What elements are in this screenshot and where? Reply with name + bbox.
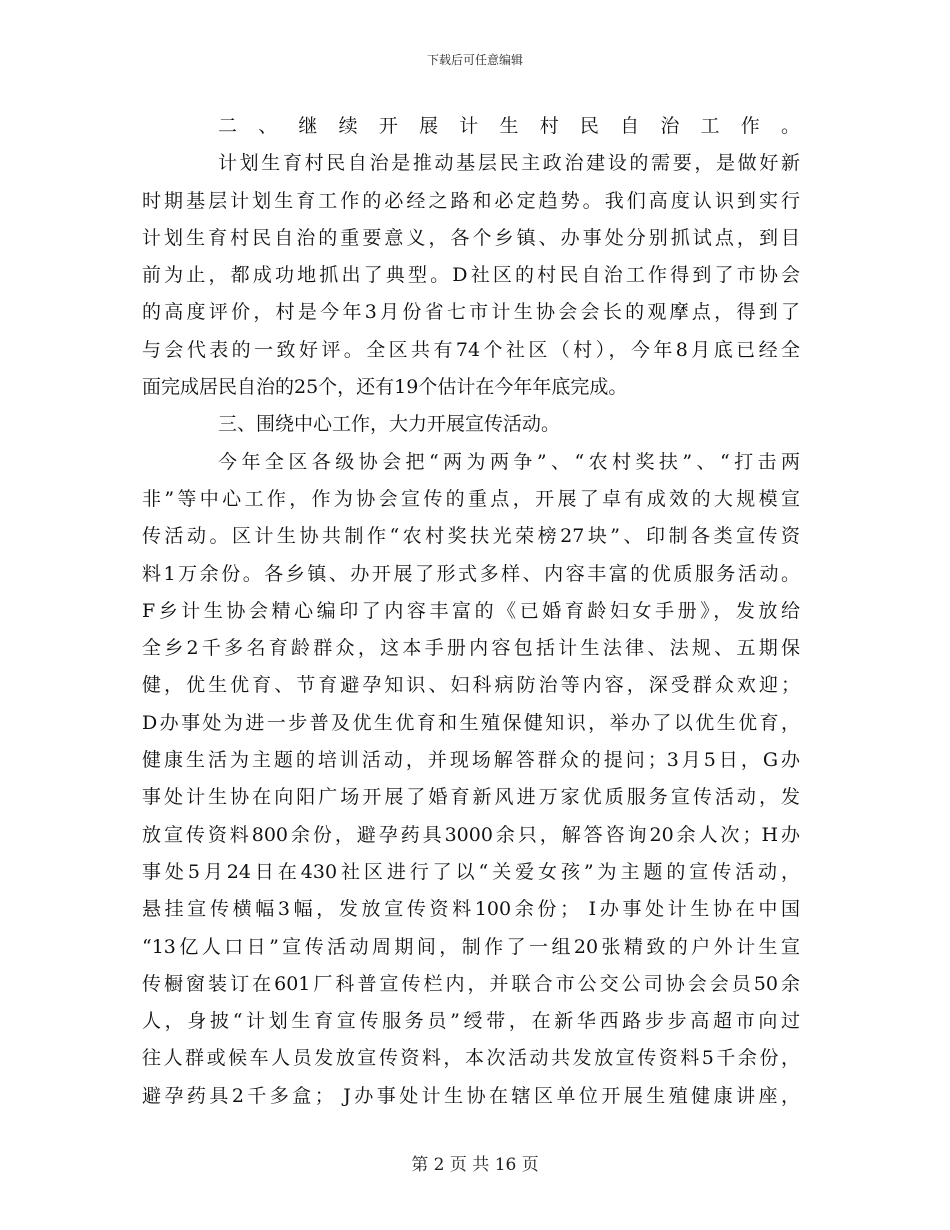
paragraph-line: 计划生育村民自治的重要意义，各个乡镇、办事处分别抓试点，到目 xyxy=(142,226,800,249)
page-header: 下载后可任意编辑 xyxy=(426,53,523,67)
paragraph-line: 非”等中心工作，作为协会宣传的重点，开展了卓有成效的大规模宣 xyxy=(142,487,800,510)
paragraph-line: 全乡2千多名育龄群众，这本手册内容包括计生法律、法规、五期保 xyxy=(142,637,800,660)
paragraph-line: 面完成居民自治的25个，还有19个估计在今年年底完成。 xyxy=(142,376,628,399)
paragraph-line: 今年全区各级协会把“两为两争”、“农村奖扶”、“打击两 xyxy=(218,450,800,473)
paragraph-line: 事处5月24日在430社区进行了以“关爱女孩”为主题的宣传活动， xyxy=(142,860,800,883)
paragraph-line: 与会代表的一致好评。全区共有74个社区（村），今年8月底已经全 xyxy=(142,338,800,361)
paragraph-line: 人，身披“计划生育宣传服务员”绶带，在新华西路步步高超市向过 xyxy=(142,1010,800,1033)
paragraph-line: 避孕药具2千多盒； J办事处计生协在辖区单位开展生殖健康讲座， xyxy=(142,1084,800,1107)
paragraph-line: D办事处为进一步普及优生优育和生殖保健知识，举办了以优生优育， xyxy=(142,711,800,734)
paragraph-line: 事处计生协在向阳广场开展了婚育新风进万家优质服务宣传活动，发 xyxy=(142,786,800,809)
paragraph-line: 料1万余份。各乡镇、办开展了形式多样、内容丰富的优质服务活动。 xyxy=(142,562,800,585)
paragraph-line: 计划生育村民自治是推动基层民主政治建设的需要，是做好新 xyxy=(218,152,800,175)
paragraph-line: 传活动。区计生协共制作“农村奖扶光荣榜27块”、印制各类宣传资 xyxy=(142,525,800,548)
section-heading-2: 二、继续开展计生村民自治工作。 xyxy=(218,115,800,137)
paragraph-line: 放宣传资料800余份，避孕药具3000余只，解答咨询20余人次；H办 xyxy=(142,823,800,846)
paragraph-line: 健康生活为主题的培训活动，并现场解答群众的提问；3月5日，G办 xyxy=(142,749,800,772)
paragraph-line: 传橱窗装订在601厂科普宣传栏内，并联合市公交公司协会会员50余 xyxy=(142,972,800,995)
paragraph-line: “13亿人口日”宣传活动周期间，制作了一组20张精致的户外计生宣 xyxy=(142,935,800,958)
paragraph-line: 健，优生优育、节育避孕知识、妇科病防治等内容，深受群众欢迎； xyxy=(142,674,800,697)
document-body xyxy=(142,108,800,1115)
page-footer: 第 2 页 共 16 页 xyxy=(411,1155,539,1175)
paragraph-line: 时期基层计划生育工作的必经之路和必定趋势。我们高度认识到实行 xyxy=(142,189,800,212)
section-heading-3: 三、围绕中心工作，大力开展宣传活动。 xyxy=(218,413,561,436)
paragraph-line: F乡计生协会精心编印了内容丰富的《已婚育龄妇女手册》，发放给 xyxy=(142,599,800,622)
paragraph-line: 前为止，都成功地抓出了典型。D社区的村民自治工作得到了市协会 xyxy=(142,264,800,287)
paragraph-line: 悬挂宣传横幅3幅，发放宣传资料100余份； I办事处计生协在中国 xyxy=(142,898,800,921)
paragraph-line: 往人群或候车人员发放宣传资料，本次活动共发放宣传资料5千余份， xyxy=(142,1047,800,1070)
paragraph-line: 的高度评价，村是今年3月份省七市计生协会会长的观摩点，得到了 xyxy=(142,301,800,324)
